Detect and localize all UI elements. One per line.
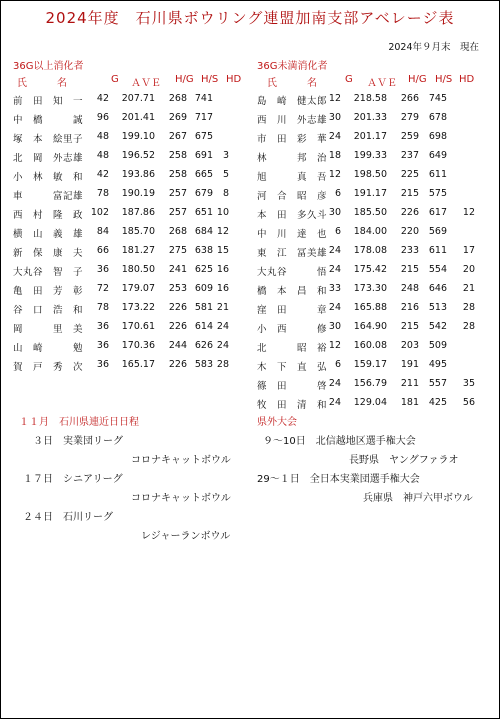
games-count: 96	[96, 112, 109, 123]
average-score: 191.17	[353, 188, 387, 199]
high-series: 625	[194, 264, 213, 275]
table-row	[257, 283, 493, 302]
average-score: 175.42	[353, 264, 387, 275]
average-score: 165.88	[353, 302, 387, 313]
high-game: 257	[168, 188, 187, 199]
player-name: 賀 戸 秀 次	[13, 362, 84, 373]
high-game: 211	[400, 378, 419, 389]
player-name: 新 保 康 夫	[13, 248, 84, 259]
high-game: 267	[168, 131, 187, 142]
handicap: 24	[216, 340, 229, 351]
games-count: 48	[96, 131, 109, 142]
schedule-line: ２４日 石川リーグ	[23, 512, 113, 523]
schedule-venue: コロナキャットボウル	[131, 493, 231, 504]
high-series: 557	[428, 378, 447, 389]
player-name: 大丸谷 智 子	[13, 267, 84, 278]
handicap: 21	[462, 283, 475, 294]
player-name: 旭 真 吾	[257, 172, 328, 183]
high-series: 509	[428, 340, 447, 351]
player-name: 本 田 多久斗	[257, 210, 328, 221]
table-row	[13, 150, 245, 169]
high-game: 226	[400, 207, 419, 218]
header-hd: HD	[459, 74, 475, 85]
header-name: 氏 名	[267, 78, 317, 89]
schedule-venue: レジャーランボウル	[141, 531, 231, 542]
high-game: 181	[400, 397, 419, 408]
player-name: 窪 田 章	[257, 305, 328, 316]
player-name: 山 崎 勉	[13, 343, 84, 354]
header-g: G	[345, 74, 353, 85]
high-series: 614	[194, 321, 213, 332]
games-count: 78	[96, 302, 109, 313]
average-score: 129.04	[353, 397, 387, 408]
games-count: 24	[328, 245, 341, 256]
high-series: 542	[428, 321, 447, 332]
games-count: 12	[328, 340, 341, 351]
games-count: 78	[96, 188, 109, 199]
header-ave: ＡＶＥ	[367, 78, 397, 89]
high-series: 646	[428, 283, 447, 294]
high-series: 611	[428, 245, 447, 256]
high-series: 698	[428, 131, 447, 142]
average-score: 199.10	[121, 131, 155, 142]
games-count: 24	[328, 397, 341, 408]
handicap: 17	[462, 245, 475, 256]
table-row	[13, 188, 245, 207]
right-table	[257, 93, 493, 416]
average-score: 184.00	[353, 226, 387, 237]
average-score: 187.86	[121, 207, 155, 218]
player-name: 市 田 彩 華	[257, 134, 328, 145]
table-row	[13, 169, 245, 188]
games-count: 36	[96, 359, 109, 370]
high-series: 691	[194, 150, 213, 161]
header-hg: H/G	[175, 74, 194, 85]
high-series: 675	[194, 131, 213, 142]
outside-heading: 県外大会	[257, 417, 297, 428]
high-series: 617	[428, 207, 447, 218]
handicap: 10	[216, 207, 229, 218]
player-name: 河 合 昭 彦	[257, 191, 328, 202]
average-score: 218.58	[353, 93, 387, 104]
high-game: 233	[400, 245, 419, 256]
high-game: 279	[400, 112, 419, 123]
table-row	[13, 283, 245, 302]
high-game: 275	[168, 245, 187, 256]
handicap: 56	[462, 397, 475, 408]
high-series: 741	[194, 93, 213, 104]
high-game: 241	[168, 264, 187, 275]
page-title: 2024年度 石川県ボウリング連盟加南支部アベレージ表	[45, 9, 455, 27]
table-row	[13, 226, 245, 245]
high-game: 258	[168, 169, 187, 180]
table-row	[13, 112, 245, 131]
handicap: 12	[216, 226, 229, 237]
player-name: 西 川 外志雄	[257, 115, 328, 126]
handicap: 15	[216, 245, 229, 256]
high-series: 569	[428, 226, 447, 237]
table-row	[13, 245, 245, 264]
handicap: 8	[222, 188, 229, 199]
table-row	[257, 112, 493, 131]
average-score: 159.17	[353, 359, 387, 370]
handicap: 16	[216, 283, 229, 294]
games-count: 12	[328, 93, 341, 104]
high-series: 609	[194, 283, 213, 294]
average-score: 185.50	[353, 207, 387, 218]
games-count: 30	[328, 112, 341, 123]
high-series: 665	[194, 169, 213, 180]
player-name: 車 富記雄	[13, 191, 84, 202]
player-name: 小 林 敏 和	[13, 172, 84, 183]
high-series: 425	[428, 397, 447, 408]
average-score: 201.17	[353, 131, 387, 142]
player-name: 牧 田 清 和	[257, 400, 328, 411]
average-score: 185.70	[121, 226, 155, 237]
high-game: 259	[400, 131, 419, 142]
handicap: 12	[462, 207, 475, 218]
player-name: 谷 口 浩 和	[13, 305, 84, 316]
high-series: 611	[428, 169, 447, 180]
player-name: 北 岡 外志雄	[13, 153, 84, 164]
table-row	[257, 340, 493, 359]
games-count: 36	[96, 264, 109, 275]
table-row	[13, 131, 245, 150]
table-row	[257, 321, 493, 340]
table-row	[257, 359, 493, 378]
games-count: 36	[96, 321, 109, 332]
table-row	[13, 302, 245, 321]
high-game: 266	[400, 93, 419, 104]
handicap: 28	[216, 359, 229, 370]
schedule-line: １７日 シニアリーグ	[23, 474, 123, 485]
games-count: 72	[96, 283, 109, 294]
high-series: 684	[194, 226, 213, 237]
high-series: 513	[428, 302, 447, 313]
left-table-header	[13, 74, 243, 88]
handicap: 21	[216, 302, 229, 313]
player-name: 小 西 修	[257, 324, 328, 335]
average-score: 170.36	[121, 340, 155, 351]
average-score: 199.33	[353, 150, 387, 161]
average-score: 196.52	[121, 150, 155, 161]
games-count: 30	[328, 321, 341, 332]
player-name: 東 江 冨美雄	[257, 248, 328, 259]
high-game: 203	[400, 340, 419, 351]
average-score: 190.19	[121, 188, 155, 199]
high-series: 649	[428, 150, 447, 161]
player-name: 亀 田 芳 彰	[13, 286, 84, 297]
left-section-title: 36G以上消化者	[13, 61, 84, 72]
as-of-date: 2024年９月末 現在	[388, 42, 479, 53]
high-series: 651	[194, 207, 213, 218]
games-count: 24	[328, 264, 341, 275]
high-series: 678	[428, 112, 447, 123]
table-row	[257, 302, 493, 321]
games-count: 33	[328, 283, 341, 294]
average-score: 173.22	[121, 302, 155, 313]
high-game: 220	[400, 226, 419, 237]
games-count: 102	[90, 207, 109, 218]
games-count: 24	[328, 131, 341, 142]
games-count: 18	[328, 150, 341, 161]
schedule-line: ３日 実業団リーグ	[33, 436, 123, 447]
high-game: 225	[400, 169, 419, 180]
average-score: 201.33	[353, 112, 387, 123]
player-name: 岡 里 美	[13, 324, 84, 335]
high-series: 554	[428, 264, 447, 275]
player-name: 西 村 隆 政	[13, 210, 84, 221]
player-name: 林 邦 治	[257, 153, 328, 164]
high-game: 237	[400, 150, 419, 161]
right-table-header	[257, 74, 487, 88]
table-row	[13, 340, 245, 359]
high-series: 575	[428, 188, 447, 199]
high-series: 495	[428, 359, 447, 370]
high-game: 215	[400, 188, 419, 199]
handicap: 16	[216, 264, 229, 275]
average-score: 179.07	[121, 283, 155, 294]
header-hs: H/S	[435, 74, 453, 85]
average-score: 180.50	[121, 264, 155, 275]
outside-venue: 長野県 ヤングファラオ	[349, 455, 459, 466]
player-name: 木 下 直 弘	[257, 362, 328, 373]
table-row	[257, 169, 493, 188]
high-game: 215	[400, 321, 419, 332]
average-score: 178.08	[353, 245, 387, 256]
average-score: 170.61	[121, 321, 155, 332]
handicap: 35	[462, 378, 475, 389]
high-series: 638	[194, 245, 213, 256]
right-section-title: 36G未満消化者	[257, 61, 328, 72]
games-count: 84	[96, 226, 109, 237]
handicap: 28	[462, 302, 475, 313]
table-row	[13, 264, 245, 283]
handicap: 20	[462, 264, 475, 275]
header-hs: H/S	[201, 74, 219, 85]
average-score: 164.90	[353, 321, 387, 332]
table-row	[13, 207, 245, 226]
high-series: 626	[194, 340, 213, 351]
high-series: 745	[428, 93, 447, 104]
header-hg: H/G	[408, 74, 427, 85]
average-score: 156.79	[353, 378, 387, 389]
high-series: 581	[194, 302, 213, 313]
games-count: 6	[334, 359, 341, 370]
table-row	[257, 207, 493, 226]
games-count: 6	[334, 226, 341, 237]
average-score: 193.86	[121, 169, 155, 180]
table-row	[257, 264, 493, 283]
high-game: 226	[168, 302, 187, 313]
high-game: 191	[400, 359, 419, 370]
player-name: 篠 田 啓	[257, 381, 328, 392]
player-name: 北 昭 裕	[257, 343, 328, 354]
games-count: 24	[328, 378, 341, 389]
schedule-venue: コロナキャットボウル	[131, 455, 231, 466]
left-table	[13, 93, 245, 378]
table-row	[257, 378, 493, 397]
handicap: 24	[216, 321, 229, 332]
high-game: 268	[168, 226, 187, 237]
player-name: 大丸谷 悟	[257, 267, 328, 278]
table-row	[257, 93, 493, 112]
player-name: 塚 本 絵里子	[13, 134, 84, 145]
player-name: 前 田 知 一	[13, 96, 84, 107]
schedule-heading: １１月 石川県連近日日程	[19, 417, 139, 428]
header-g: G	[111, 74, 119, 85]
high-game: 226	[168, 321, 187, 332]
average-score: 198.50	[353, 169, 387, 180]
games-count: 66	[96, 245, 109, 256]
table-row	[257, 131, 493, 150]
high-game: 268	[168, 93, 187, 104]
high-game: 226	[168, 359, 187, 370]
high-series: 717	[194, 112, 213, 123]
outside-line: 29～１日 全日本実業団選手権大会	[257, 474, 420, 485]
average-score: 201.41	[121, 112, 155, 123]
high-game: 258	[168, 150, 187, 161]
outside-line: ９～10日 北信越地区選手権大会	[263, 436, 416, 447]
player-name: 中 橋 誠	[13, 115, 84, 126]
table-row	[13, 321, 245, 340]
average-score: 181.27	[121, 245, 155, 256]
average-score: 173.30	[353, 283, 387, 294]
handicap: 5	[222, 169, 229, 180]
table-row	[257, 150, 493, 169]
player-name: 横 山 義 雄	[13, 229, 84, 240]
high-series: 679	[194, 188, 213, 199]
average-score: 160.08	[353, 340, 387, 351]
handicap: 3	[222, 150, 229, 161]
table-row	[257, 245, 493, 264]
header-hd: HD	[226, 74, 242, 85]
high-game: 215	[400, 264, 419, 275]
header-ave: ＡＶＥ	[131, 78, 161, 89]
games-count: 42	[96, 169, 109, 180]
header-name: 氏 名	[17, 78, 67, 89]
high-game: 269	[168, 112, 187, 123]
table-row	[13, 359, 245, 378]
games-count: 42	[96, 93, 109, 104]
games-count: 6	[334, 188, 341, 199]
table-row	[257, 226, 493, 245]
games-count: 36	[96, 340, 109, 351]
outside-venue: 兵庫県 神戸六甲ボウル	[363, 493, 473, 504]
average-score: 207.71	[121, 93, 155, 104]
games-count: 12	[328, 169, 341, 180]
games-count: 24	[328, 302, 341, 313]
average-score: 165.17	[121, 359, 155, 370]
table-row	[257, 188, 493, 207]
handicap: 28	[462, 321, 475, 332]
high-game: 253	[168, 283, 187, 294]
games-count: 48	[96, 150, 109, 161]
high-game: 244	[168, 340, 187, 351]
player-name: 橋 本 昌 和	[257, 286, 328, 297]
high-game: 248	[400, 283, 419, 294]
games-count: 30	[328, 207, 341, 218]
high-game: 257	[168, 207, 187, 218]
player-name: 島 崎 健太郎	[257, 96, 328, 107]
high-game: 216	[400, 302, 419, 313]
table-row	[13, 93, 245, 112]
high-series: 583	[194, 359, 213, 370]
player-name: 中 川 達 也	[257, 229, 328, 240]
